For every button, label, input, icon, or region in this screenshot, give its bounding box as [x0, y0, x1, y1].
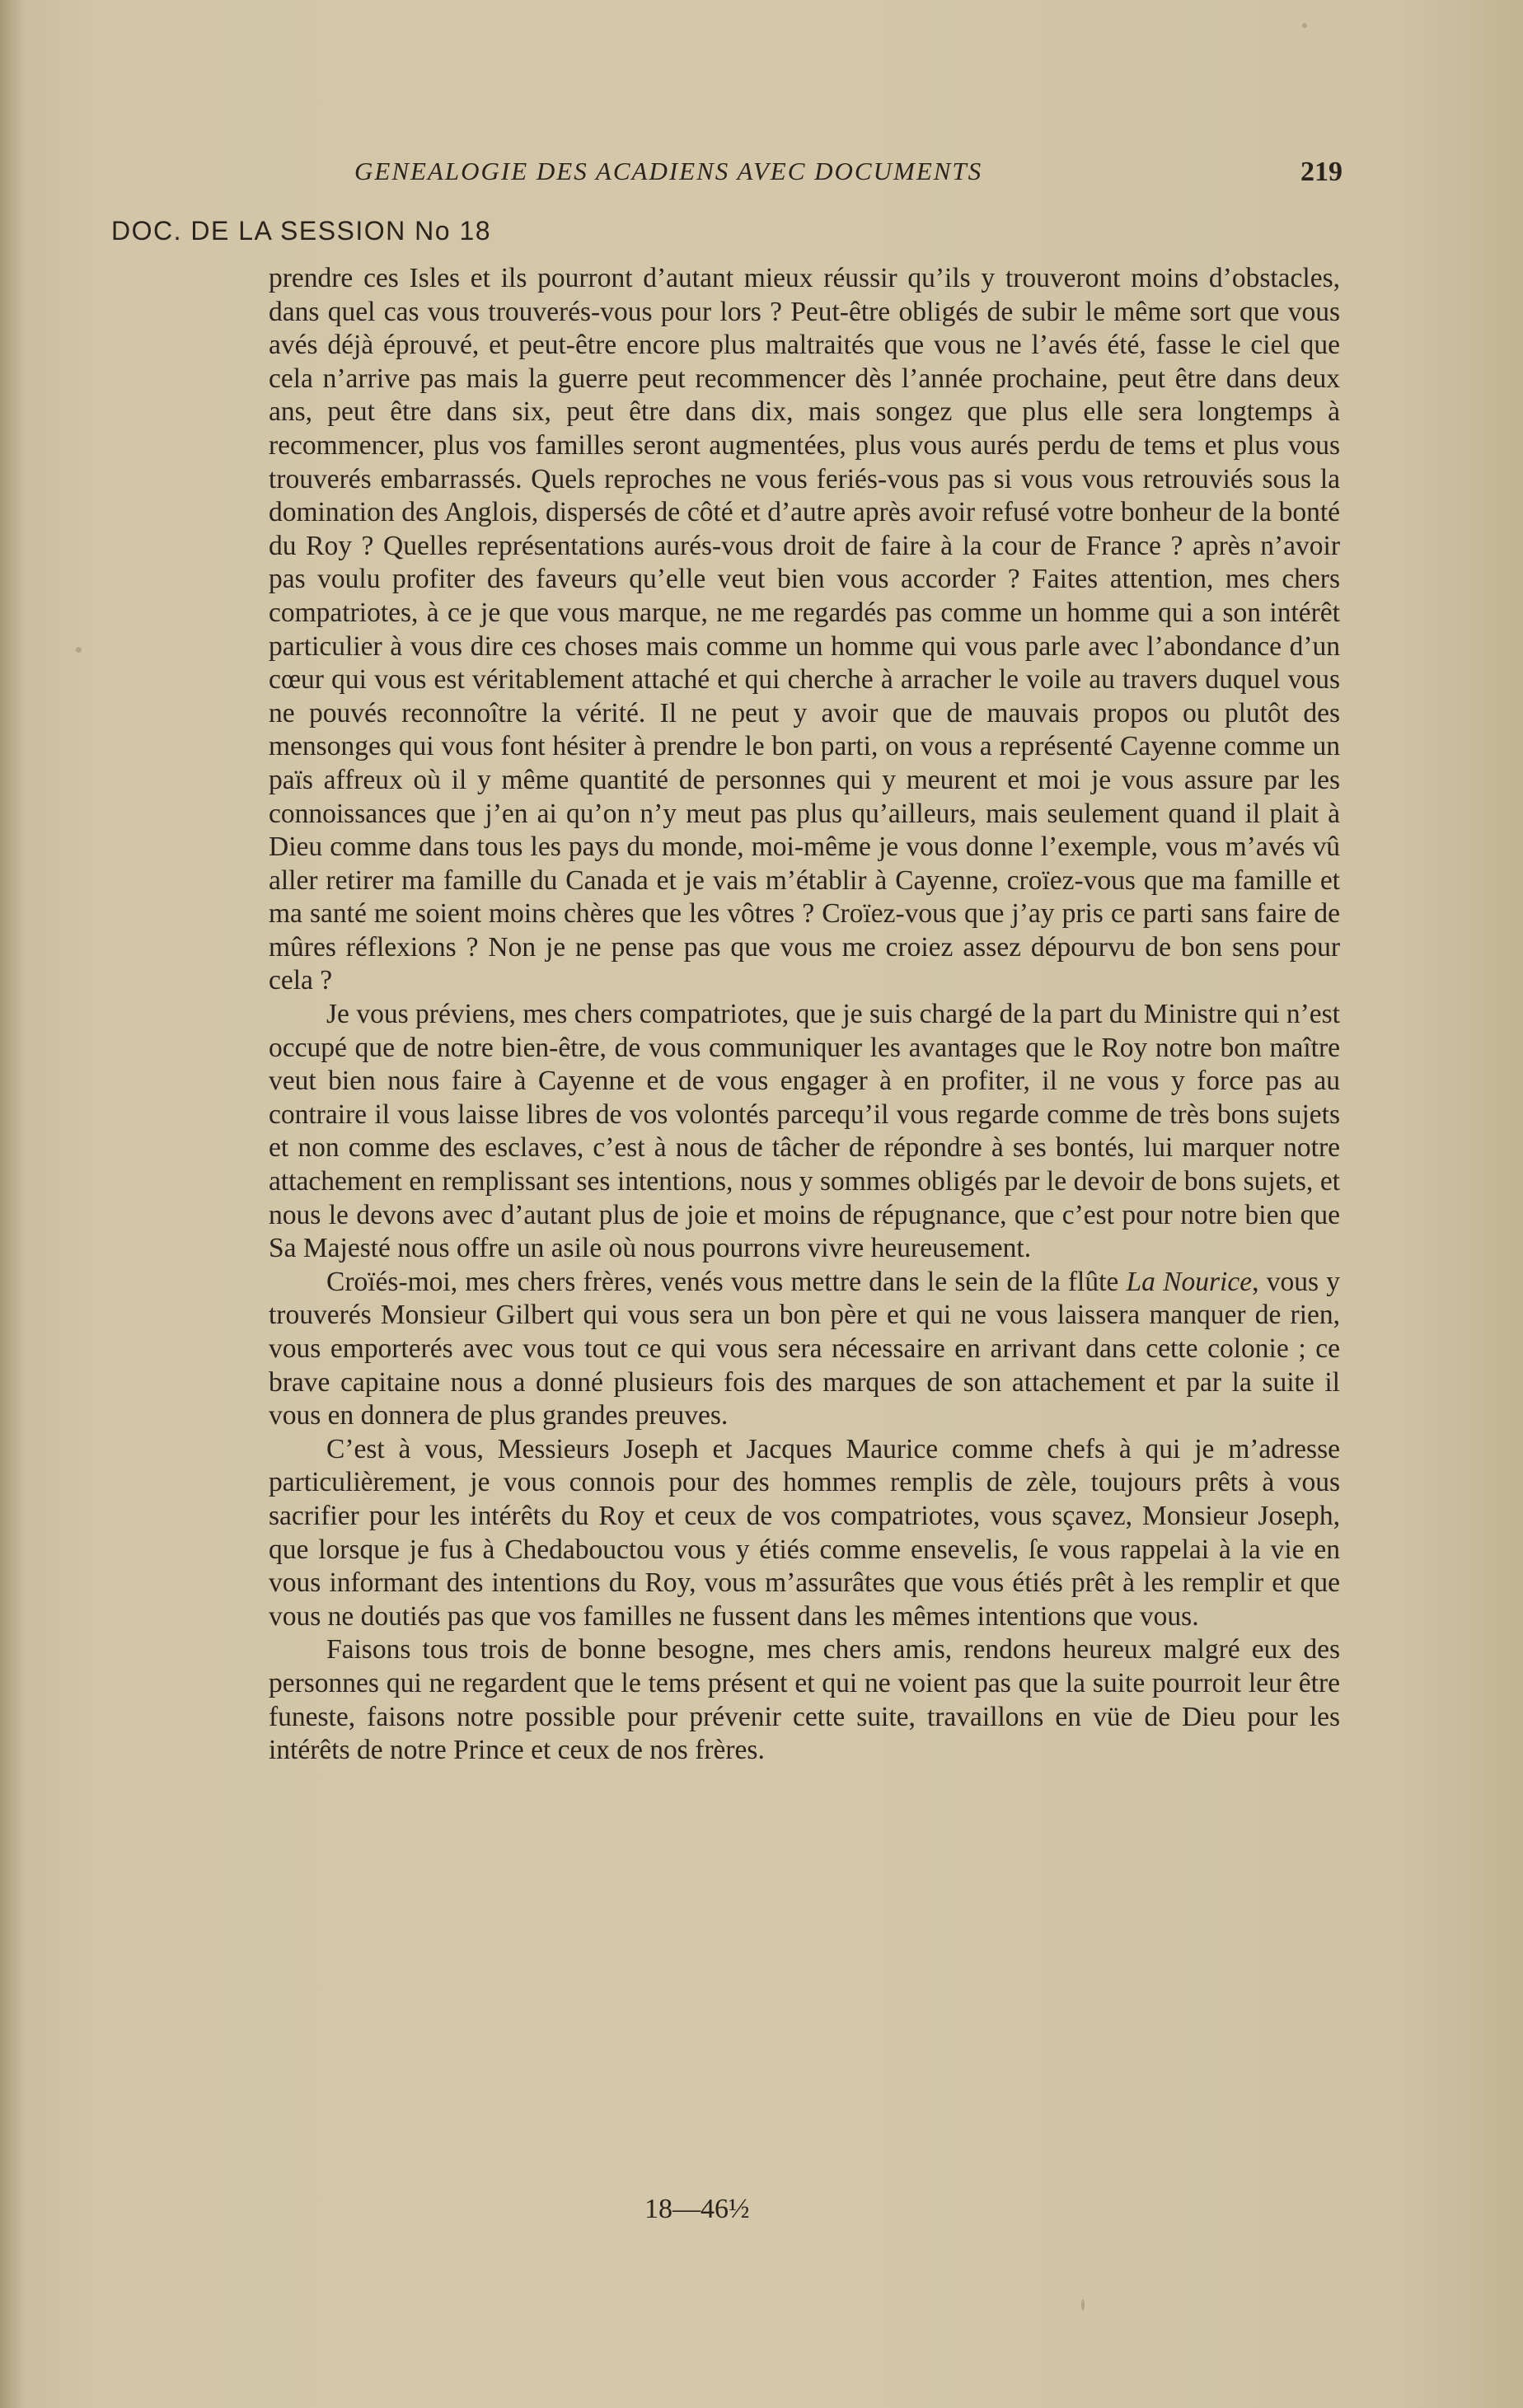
paragraph-4-text: C’est à vous, Messieurs Joseph et Jacques Maurice comme chefs à qui je m’adresse particulièrement, je vous connois pour des hommes remplis de zèle, toujours prêts à vous sacrifier pour les intérêts du Roy et ceux de vos compatriotes, vous sçavez, Monsieur Joseph, que lorsque je fus à Chedabouctou vous y étiés comme ensevelis, ſe vous rappelai à la vie en vous informant des intentions du Roy, vous m’assurâtes que vous étiés prêt à les remplir et que vous ne doutiés pas que vos familles ne fussent dans les mêmes intentions que vous. — [269, 1433, 1340, 1632]
paragraph-5 — [269, 1633, 1340, 1767]
running-title: GENEALOGIE DES ACADIENS AVEC DOCUMENTS — [354, 157, 983, 185]
paragraph-1-text: prendre ces Isles et ils pourront d’autant mieux réussir qu’ils y trouveront moins d’obstacles, dans quel cas vous trouverés-vous pour lors ? Peut-être obligés de subir le même sort que vous avés déjà éprouvé, et peut-être encore plus maltraités que vous ne l’avés été, fasse le ciel que cela n’arrive pas mais la guerre peut recommencer dès l’année prochaine, peut être dans deux ans, peut être dans six, peut être dans dix, mais songez que plus elle sera longtemps à recommencer, plus vos familles seront augmentées, plus vous aurés perdu de tems et plus vous trouverés embarrassés. Quels reproches ne vous feriés-vous pas si vous vous retrouviés sous la domination des Anglois, dispersés de côté et d’autre après avoir refusé votre bonheur de la bonté du Roy ? Quelles représentations aurés-vous droit de faire à la cour de France ? après n’avoir pas voulu profiter des faveurs qu’elle veut bien vous accorder ? Faites attention, mes chers compatriotes, à ce je que vous marque, ne me regardés pas comme un homme qui a son intérêt particulier à vous dire ces choses mais comme un homme qui vous parle avec l’abondance d’un cœur qui vous est véritablement attaché et qui cherche à arracher le voile au travers duquel vous ne pouvés reconnoître la vérité. Il ne peut y avoir que de mauvais propos ou plutôt des mensonges qui vous font hésiter à prendre le bon parti, on vous a représenté Cayenne comme un païs affreux où il y même quantité de personnes qui y meurent et moi je vous assure par les connoissances que j’en ai qu’on n’y meut pas plus qu’ailleurs, mais seulement quand il plait à Dieu comme dans tous les pays du monde, moi-même je vous donne l’exemple, vous m’avés vû aller retirer ma famille du Canada et je vais m’établir à Cayenne, croïez-vous que ma famille et ma santé me soient moins chères que les vôtres ? Croïez-vous que j’ay pris ce parti sans faire de mûres réflexions ? Non je ne pense pas que vous me croiez assez dépourvu de bon sens pour cela ? — [269, 263, 1340, 996]
page-number: 219 — [1300, 157, 1343, 187]
paper-speck — [1302, 23, 1307, 28]
paragraph-2 — [269, 998, 1340, 1266]
paragraph-3-text-start: Croïés-moi, mes chers frères, venés vous mettre dans le sein de la flûte — [326, 1266, 1127, 1297]
paragraph-4 — [269, 1433, 1340, 1634]
body-text — [269, 262, 1340, 1768]
ship-name: La Nourice — [1126, 1266, 1253, 1297]
paragraph-3 — [269, 1266, 1340, 1433]
printer-signature: 18—46½ — [644, 2194, 750, 2224]
paper-speck — [1081, 2299, 1085, 2311]
paragraph-1 — [269, 262, 1340, 998]
paper-speck — [76, 647, 82, 653]
session-document-label: DOC. DE LA SESSION No 18 — [111, 216, 492, 246]
paragraph-2-text: Je vous préviens, mes chers compatriotes, que je suis chargé de la part du Ministre qui n’est occupé que de notre bien-être, de vous communiquer les avantages que le Roy notre bon maître veut bien nous faire à Cayenne et de vous engager à en profiter, il ne vous y force pas au contraire il vous laisse libres de vos volontés parcequ’il vous regarde comme de très bons sujets et non comme des esclaves, c’est à nous de tâcher de répondre à ses bontés, lui marquer notre attachement en remplissant ses intentions, nous y sommes obligés par le devoir de bons sujets, et nous le devons avec d’autant plus de joie et moins de répugnance, que c’est pour notre bien que Sa Majesté nous offre un asile où nous pourrons vivre heureusement. — [269, 999, 1340, 1264]
paragraph-3-text-end: , vous y trouverés Monsieur Gilbert qui vous sera un bon père et qui ne vous laissera manquer de rien, vous emporterés avec vous tout ce qui vous sera nécessaire en arrivant dans cette colonie ; ce brave capitaine nous a donné plusieurs fois des marques de son attachement et par la suite il vous en donnera de plus grandes preuves. — [269, 1266, 1340, 1431]
paragraph-5-text: Faisons tous trois de bonne besogne, mes chers amis, rendons heureux malgré eux des personnes qui ne regardent que le tems présent et qui ne voient pas que la suite pourroit leur être funeste, faisons notre possible pour prévenir cette suite, travaillons en vüe de Dieu pour les intérêts de notre Prince et ceux de nos frères. — [269, 1634, 1340, 1766]
